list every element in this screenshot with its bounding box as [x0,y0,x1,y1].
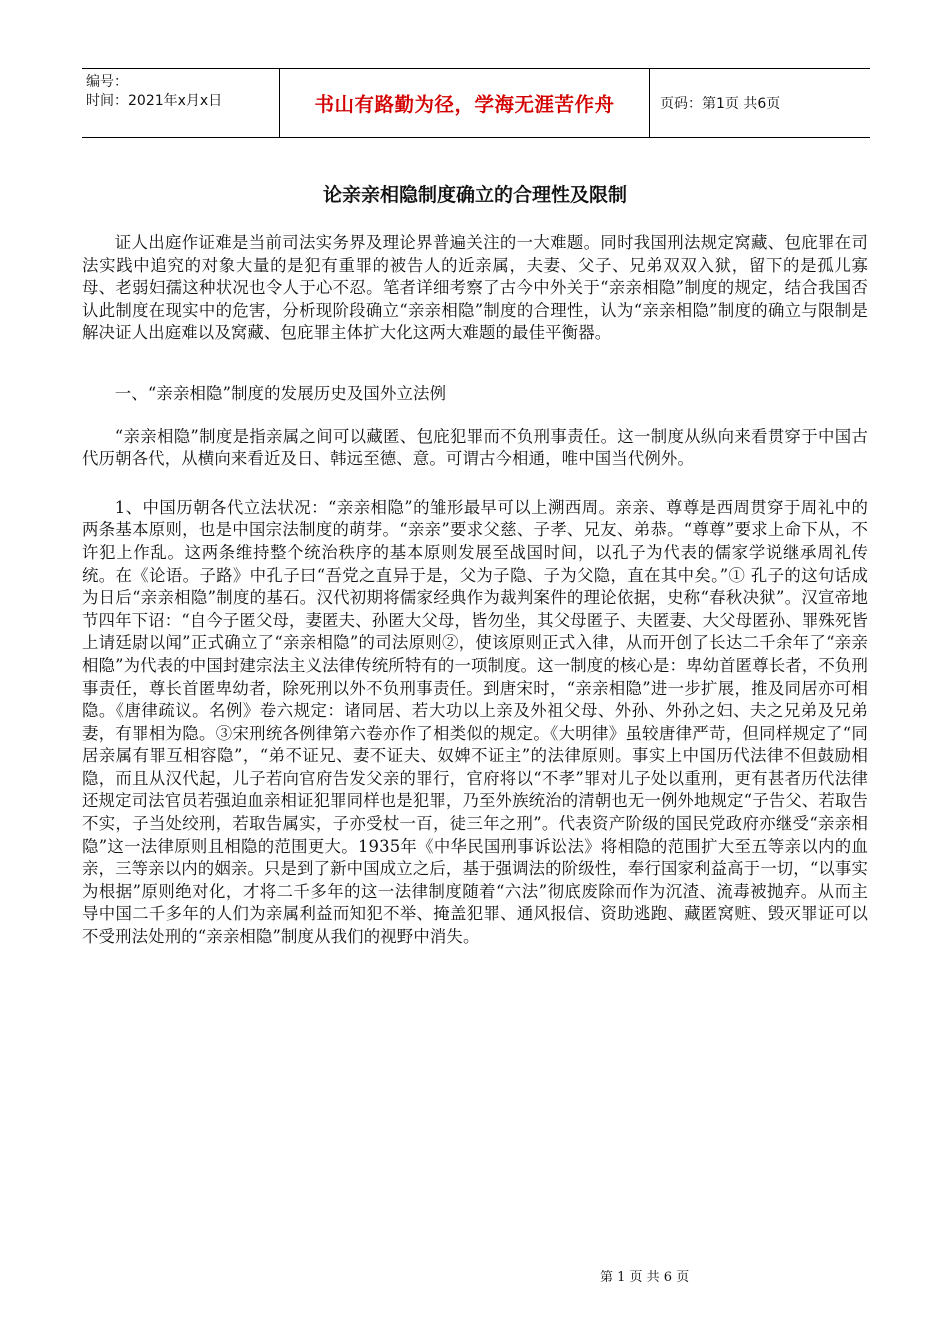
document-body [82,232,868,949]
paragraph-intro: 证人出庭作证难是当前司法实务界及理论界普遍关注的一大难题。同时我国刑法规定窝藏、包庇罪在司法实践中追究的对象大量的是犯有重罪的被告人的近亲属，夫妻、父子、兄弟双双入狱，留下的是孤儿寡母、老弱妇孺这种状况也令人于心不忍。笔者详细考察了古今中外关于“亲亲相隐”制度的规定，结合我国否认此制度在现实中的危害，分析现阶段确立“亲亲相隐”制度的合理性，认为“亲亲相隐”制度的确立与限制是解决证人出庭难以及窝藏、包庇罪主体扩大化这两大难题的最佳平衡器。 [82,233,868,343]
document-number-label: 编号： [86,74,128,90]
header-meta-cell [82,69,280,137]
header-table [82,68,870,138]
document-title: 论亲亲相隐制度确立的合理性及限制 [322,184,627,206]
header-page-info: 页码：第1页 共6页 [660,96,781,112]
document-time-label: 时间：2021年x月x日 [86,93,223,109]
paragraph-history: 1、中国历朝各代立法状况：“亲亲相隐”的雏形最早可以上溯西周。亲亲、尊尊是西周贯穿于周礼中的两条基本原则，也是中国宗法制度的萌芽。“亲亲”要求父慈、子孝、兄友、弟恭。“尊尊”要求上命下从，不许犯上作乱。这两条维持整个统治秩序的基本原则发展至战国时间，以孔子为代表的儒家学说继承周礼传统。在《论语。子路》中孔子曰“吾党之直异于是，父为子隐、子为父隐，直在其中矣。”① 孔子的这句话成为日后“亲亲相隐”制度的基石。汉代初期将儒家经典作为裁判案件的理论依据，史称“春秋决狱”。汉宣帝地节四年下诏：“自今子匿父母，妻匿夫、孙匿大父母，皆勿坐，其父母匿子、夫匿妻、大父母匿孙、罪殊死皆上请廷尉以闻”正式确立了“亲亲相隐”的司法原则②，使该原则正式入律，从而开创了长达二千余年了“亲亲相隐”为代表的中国封建宗法主义法律传统所特有的一项制度。这一制度的核心是：卑幼首匿尊长者，不负刑事责任，尊长首匿卑幼者，除死刑以外不负刑事责任。到唐宋时，“亲亲相隐”进一步扩展，推及同居亦可相隐。《唐律疏议。名例》卷六规定：诸同居、若大功以上亲及外祖父母、外孙、外孙之妇、夫之兄弟及兄弟妻，有罪相为隐。③宋刑统各例律第六卷亦作了相类似的规定。《大明律》虽较唐律严苛，但同样规定了“同居亲属有罪互相容隐”，“弟不证兄、妻不证夫、奴婢不证主”的法律原则。事实上中国历代法律不但鼓励相隐，而且从汉代起，儿子若向官府告发父亲的罪行，官府将以“不孝”罪对儿子处以重刑，更有甚者历代法律还规定司法官员若强迫血亲相证犯罪同样也是犯罪，乃至外族统治的清朝也无一例外地规定“子告父、若取告不实，子当处绞刑，若取告属实，子亦受杖一百，徒三年之刑”。代表资产阶级的国民党政府亦继受“亲亲相隐”这一法律原则且相隐的范围更大。1935年《中华民国刑事诉讼法》将相隐的范围扩大至五等亲以内的血亲，三等亲以内的姻亲。只是到了新中国成立之后，基于强调法的阶级性，奉行国家利益高于一切，“以事实为根据”原则绝对化，才将二千多年的这一法律制度随着“六法”彻底废除而作为沉渣、流毒被抛弃。从而主导中国二千多年的人们为亲属利益而知犯不举、掩盖犯罪、通风报信、资助逃跑、藏匿窝赃、毁灭罪证可以不受刑法处刑的“亲亲相隐”制度从我们的视野中消失。 [82,497,868,947]
paragraph-definition: “亲亲相隐”制度是指亲属之间可以藏匿、包庇犯罪而不负刑事责任。这一制度从纵向来看贯穿于中国古代历朝各代，从横向来看近及日、韩远至德、意。可谓古今相通，唯中国当代例外。 [82,426,868,469]
header-motto: 书山有路勤为径，学海无涯苦作舟 [280,69,650,137]
footer-page-number: 第 1 页 共 6 页 [600,1270,690,1285]
section-heading-1: 一、“亲亲相隐”制度的发展历史及国外立法例 [114,383,447,403]
